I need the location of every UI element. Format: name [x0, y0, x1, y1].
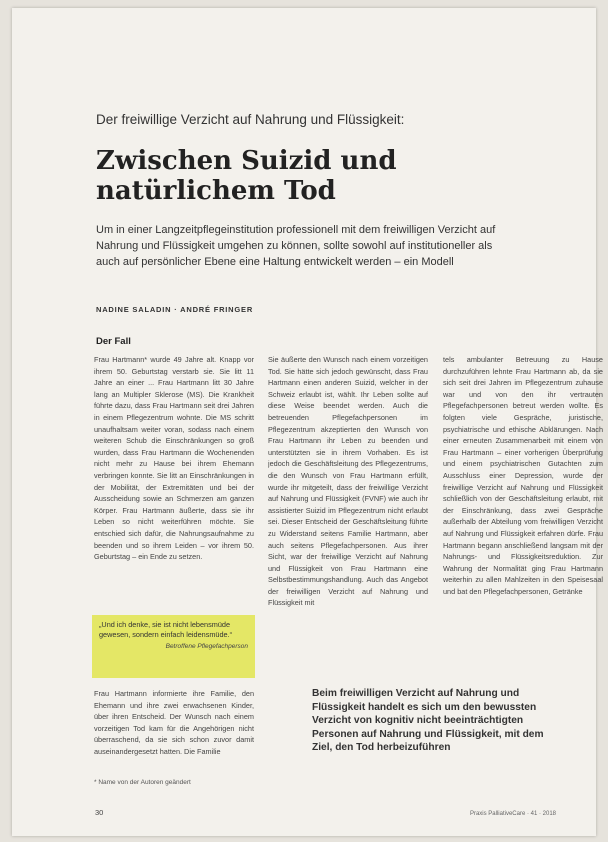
quote-box	[92, 615, 255, 678]
magazine-page	[12, 8, 603, 836]
article-lead: Um in einer Langzeitpflegeinstitution professionell mit dem freiwilligen Verzicht auf Nahrung und Flüssigkeit umgehen zu können, sollte sowohl auf institutioneller als auch auf persönlicher Ebene eine Haltung entwickelt werden – ein Modell	[96, 224, 496, 268]
body-column-2: Sie äußerte den Wunsch nach einem vorzeitigen Tod. Sie hätte sich jedoch gewünscht, dass Frau Hartmann einen anderen Suizid, welcher in der Schweiz erlaubt ist, wählt. Ihr Leben sollte auf diese Weise beendet werden. Auch die betreuenden Pflegefachpersonen im Pflegezentrum akzeptierten den Wunsch von Frau Hartmann ihr Leben zu beenden und unterstützten sie in ihrem Vorhaben. Es ist jedoch die Geschäftsleitung des Pflegezentrums, die den Wunsch von Frau Hartmann erfüllt, wurde ihr mitgeteilt, dass der freiwillige Verzicht auf Nahrung und Flüssigkeit (FVNF) wie auch ihr assistierter Suizid im Pflegezentrum nicht erlaubt sei. Dieser Entscheid der Geschäftsleitung führte zu Widerstand seitens Familie Hartmann, aber auch seitens Pflegefachpersonen. Aus ihrer Sicht, war der freiwillige Verzicht auf Nahrung und Flüssigkeit von Frau Hartmann eine Selbstbestimmungshandlung. Auch das Angebot der freiwilligen Verzicht auf Nahrung und Flüssigkeit mit	[268, 355, 428, 608]
section-heading: Der Fall	[96, 336, 131, 347]
body-column-1-top: Frau Hartmann* wurde 49 Jahre alt. Knapp vor ihrem 50. Geburtstag verstarb sie. Sie litt 11 Jahre an einer ... Frau Hartmann litt 30 Jahre lang an Multipler Sklerose (MS). Die Krankheit führte dazu, dass Frau Hartmann seit drei Jahren in einem Pflegezentrum wohnte. Die MS schritt unaufhaltsam weiter voran, sodass nach einem weiteren Schub die Einschränkungen so groß wurden, dass Frau Hartmann die Wochenenden nicht mehr zu Hause bei ihrem Ehemann verbringen konnte. Sie litt an Einschränkungen in der Mobilität, der Extremitäten und bei der Ausscheidung sowie an Schmerzen am ganzen Körper. Frau Hartmann äußerte, dass sie ihr Leben so nicht weiterführen möchte. Sie entschied sich dafür, die Nahrungsaufnahme zu beenden und so ihrem Leiden – vor ihrem 50. Geburtstag – ein Ende zu setzen.	[94, 355, 254, 562]
journal-name: Praxis PalliativeCare · 41 · 2018	[469, 811, 556, 817]
body-column-3: tels ambulanter Betreuung zu Hause durchzuführen lehnte Frau Hartmann ab, da sie sich seit drei Jahren im Pflegezentrum zuhause war und von den ihr vertrauten Pflegefachpersonen betreut werden wollte. Es folgten viele Gespräche, juristische, psychiatrische und ethische Abklärungen. Nach einer erneuten Zusammenarbeit mit einem von Frau Hartmann – einer vorherigen Überprüfung und einem psychiatrischen Gutachten zum Ausschluss einer Depression, wurde der freiwillige Verzicht auf Nahrung und Flüssigkeit schließlich von der Geschäftsleitung erlaubt, mit der Einschränkung, dass zwei Gespräche außerhalb der Abteilung vom freiwilligen Verzicht auf Nahrung und Flüssigkeit erfahren dürfe. Frau Hartmann begann anschließend langsam mit der Nahrungs- und Flüssigkeitsreduktion. Zur Wahrung der Normalität ging Frau Hartmann weiterhin zu allen Mahlzeiten in den Speisesaal und bat den Pflegefachpersonen, Getränke	[443, 355, 603, 596]
article-authors: NADINE SALADIN · ANDRÉ FRINGER	[96, 305, 254, 314]
quote-text: „Und ich denke, sie ist nicht lebensmüde gewesen, sondern einfach leidensmüde.“	[99, 620, 233, 639]
pull-quote: Beim freiwilligen Verzicht auf Nahrung und Flüssigkeit handelt es sich um den bewussten Verzicht von kognitiv nicht beeinträchtigten Personen auf Nahrung und Flüssigkeit, mit dem Ziel, den Tod herbeizuführen	[312, 688, 544, 753]
page-number: 30	[95, 808, 104, 817]
article-kicker: Der freiwillige Verzicht auf Nahrung und Flüssigkeit:	[96, 112, 405, 127]
footnote: * Name von der Autoren geändert	[94, 779, 191, 786]
quote-source: Betroffene Pflegefachperson	[165, 643, 248, 650]
body-column-1-bottom: Frau Hartmann informierte ihre Familie, den Ehemann und ihre zwei erwachsenen Kinder, über ihren Entscheid. Der Wunsch nach einem vorzeitigen Tod kam für die Angehörigen nicht überraschend, da sie sich schon zuvor damit auseinandergesetzt hatten. Die Familie	[94, 689, 254, 756]
article-title: Zwischen Suizid und natürlichem Tod	[96, 146, 397, 206]
